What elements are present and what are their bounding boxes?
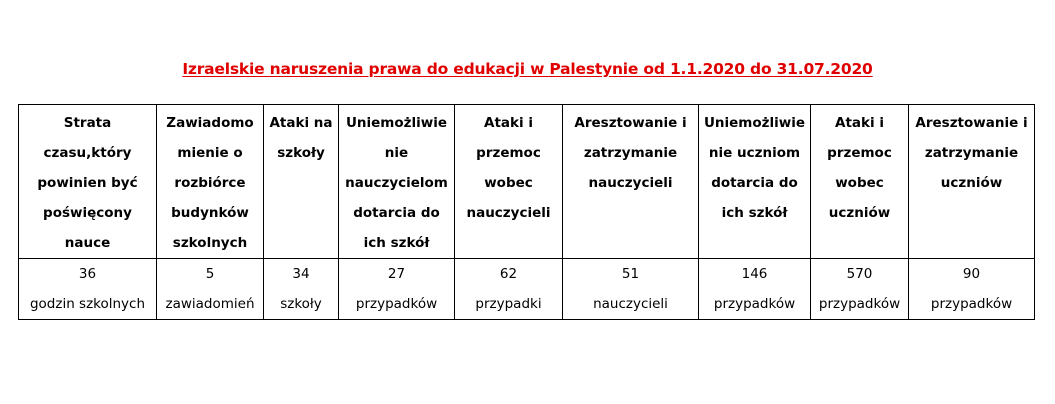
header-line: nauczycieli — [466, 205, 551, 221]
value-number: 5 — [205, 266, 215, 282]
header-line: Uniemożliwie — [703, 115, 806, 131]
value-unit: przypadków — [713, 296, 796, 312]
header-line: Aresztowanie i — [574, 115, 687, 131]
header-line: budynków — [171, 205, 249, 221]
header-line: rozbiórce — [174, 175, 246, 191]
header-cell-attacks-on-teachers — [455, 105, 563, 259]
header-line: zatrzymanie — [924, 145, 1019, 161]
header-line: szkoły — [277, 145, 325, 161]
value-unit: nauczycieli — [593, 296, 668, 312]
value-number: 570 — [846, 266, 873, 282]
header-line: dotarcia do — [711, 175, 798, 191]
header-line: ich szkół — [363, 235, 430, 251]
header-cell-teacher-arrests — [563, 105, 699, 259]
table-header-row — [19, 105, 1035, 259]
header-cell-demolition-notices — [157, 105, 264, 259]
header-line: nauce — [64, 235, 111, 251]
value-unit: godzin szkolnych — [29, 296, 146, 312]
value-cell-attacks-on-students — [811, 259, 909, 320]
header-cell-attacks-on-schools — [264, 105, 339, 259]
header-line: przemoc — [476, 145, 541, 161]
value-number: 51 — [621, 266, 640, 282]
value-number: 146 — [741, 266, 768, 282]
value-unit: zawiadomień — [165, 296, 255, 312]
header-line: Ataki i — [484, 115, 533, 131]
value-cell-teacher-arrests — [563, 259, 699, 320]
header-line: nie — [384, 145, 409, 161]
value-cell-attacks-on-schools — [264, 259, 339, 320]
header-line: wobec — [484, 175, 533, 191]
value-number: 62 — [499, 266, 518, 282]
value-cell-students-access-denied — [699, 259, 811, 320]
header-line: nie uczniom — [708, 145, 801, 161]
header-line: szkolnych — [172, 235, 248, 251]
value-cell-lost-school-time — [19, 259, 157, 320]
value-cell-teachers-access-denied — [339, 259, 455, 320]
header-line: przemoc — [827, 145, 892, 161]
header-line: nauczycielom — [345, 175, 448, 191]
header-cell-students-access-denied — [699, 105, 811, 259]
header-line: poświęcony — [43, 205, 132, 221]
header-line: Ataki i — [835, 115, 884, 131]
header-line: wobec — [835, 175, 884, 191]
header-line: Uniemożliwie — [345, 115, 448, 131]
header-line: Zawiadomo — [166, 115, 254, 131]
header-line: ich szkół — [721, 205, 788, 221]
value-number: 27 — [387, 266, 406, 282]
header-cell-teachers-access-denied — [339, 105, 455, 259]
header-line: powinien być — [37, 175, 138, 191]
header-line: mienie o — [177, 145, 243, 161]
header-line: Aresztowanie i — [915, 115, 1028, 131]
document-title-text: Izraelskie naruszenia prawa do edukacji w Palestynie od 1.1.2020 do 31.07.2020 — [182, 60, 873, 78]
header-line: Strata — [63, 115, 112, 131]
violations-table — [18, 104, 1035, 320]
value-unit: przypadki — [475, 296, 542, 312]
value-unit: przypadków — [930, 296, 1013, 312]
value-number: 36 — [78, 266, 97, 282]
header-line: czasu,który — [43, 145, 132, 161]
header-cell-student-arrests — [909, 105, 1035, 259]
value-unit: szkoły — [280, 296, 322, 312]
value-number: 34 — [292, 266, 310, 282]
header-line: uczniów — [940, 175, 1003, 191]
document-title — [0, 58, 1055, 80]
header-line: zatrzymanie — [583, 145, 678, 161]
value-cell-demolition-notices — [157, 259, 264, 320]
value-number: 90 — [962, 266, 981, 282]
header-line: dotarcia do — [353, 205, 440, 221]
header-cell-attacks-on-students — [811, 105, 909, 259]
header-line: Ataki na — [269, 115, 333, 131]
header-cell-lost-school-time — [19, 105, 157, 259]
header-line: uczniów — [828, 205, 891, 221]
value-cell-attacks-on-teachers — [455, 259, 563, 320]
value-unit: przypadków — [818, 296, 901, 312]
value-unit: przypadków — [355, 296, 438, 312]
value-cell-student-arrests — [909, 259, 1035, 320]
table-row — [19, 259, 1035, 320]
header-line: nauczycieli — [588, 175, 673, 191]
